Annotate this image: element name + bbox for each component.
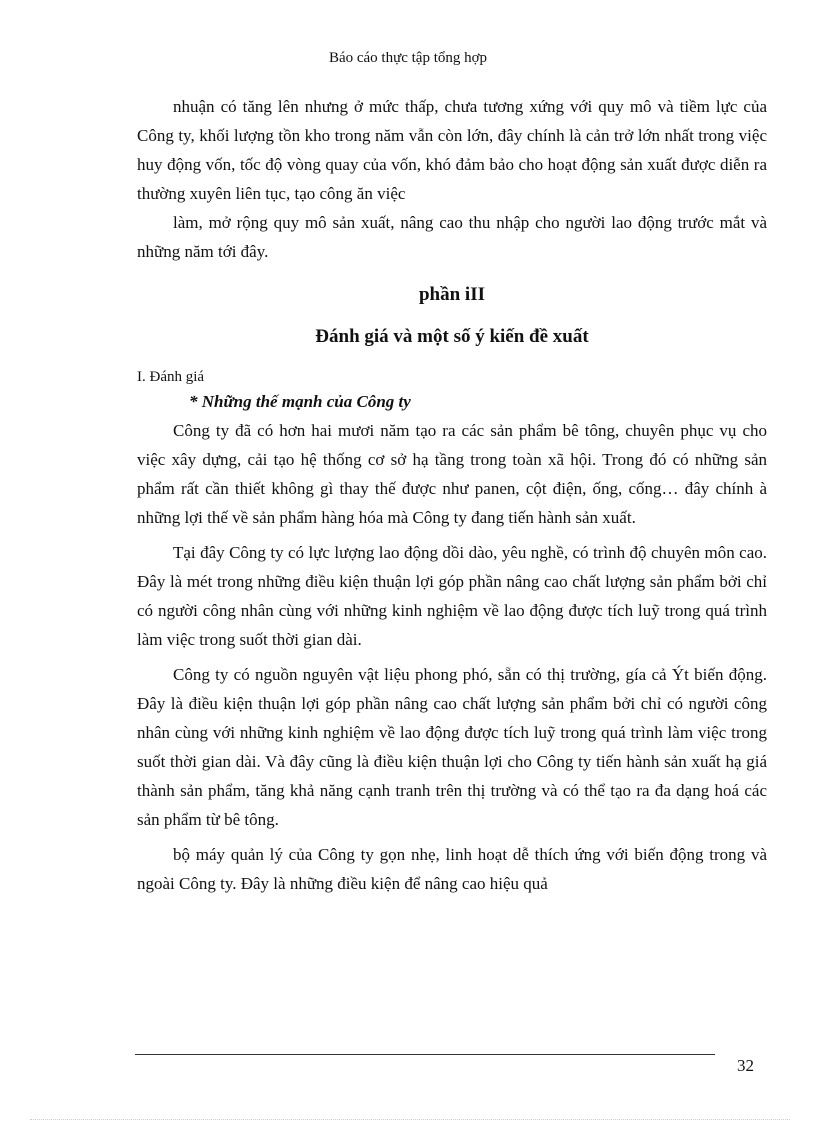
- paragraph: Công ty có nguồn nguyên vật liệu phong phó, sẵn có thị trường, gía cả Ýt biến động. Đây là điều kiện thuận lợi góp phần nâng cao chất lượng sản phẩm bởi chỉ có người công nhân cùng với những kinh nghiệm về lao động được tích luỹ trong quá trình làm việc trong suốt thời gian dài. Và đây cũng là điều kiện thuận lợi cho Công ty tiến hành sản xuất hạ giá thành sản phẩm, tăng khả năng cạnh tranh trên thị trường và có thể tạo ra đa dạng hoá các sản phẩm từ bê tông.: [137, 665, 767, 829]
- paragraph: làm, mở rộng quy mô sản xuất, nâng cao thu nhập cho người lao động trước mắt và những năm tới đây.: [137, 213, 767, 261]
- page-number: 32: [737, 1056, 754, 1075]
- paragraph: Tại đây Công ty có lực lượng lao động dồi dào, yêu nghề, có trình độ chuyên môn cao. Đây là mét trong những điều kiện thuận lợi góp phần nâng cao chất lượng sản phẩm bởi chỉ có người công nhân cùng với những kinh nghiệm về lao động được tích luỹ trong quá trình làm việc trong suốt thời gian dài.: [137, 543, 767, 649]
- footer-rule: [135, 1054, 715, 1055]
- subsection-heading: I. Đánh giá: [137, 369, 205, 385]
- section-title: Đánh giá và một số ý kiến đề xuất: [315, 326, 589, 347]
- paragraph: bộ máy quản lý của Công ty gọn nhẹ, linh hoạt dễ thích ứng với biến động trong và ngoài Công ty. Đây là những điều kiện để nâng cao hiệu quả: [137, 845, 767, 893]
- document-body: [137, 92, 767, 898]
- paragraph: nhuận có tăng lên nhưng ở mức thấp, chưa tương xứng với quy mô và tiềm lực của Công ty, khối lượng tồn kho trong năm vẫn còn lớn, đây chính là cản trở lớn nhất trong việc huy động vốn, tốc độ vòng quay của vốn, khó đảm bảo cho hoạt động sản xuất được diễn ra thường xuyên liên tục, tạo công ăn việc: [137, 97, 767, 203]
- running-header: Báo cáo thực tập tổng hợp: [328, 50, 488, 66]
- paragraph: Công ty đã có hơn hai mươi năm tạo ra các sản phẩm bê tông, chuyên phục vụ cho việc xây dựng, cải tạo hệ thống cơ sở hạ tầng trong toàn xã hội. Trong đó có những sản phẩm rất cần thiết không gì thay thế được như panen, cột điện, ống, cống… đây chính à những lợi thế về sản phẩm hàng hóa mà Công ty đang tiến hành sản xuất.: [137, 421, 767, 527]
- page-edge-divider: [30, 1119, 790, 1120]
- part-title: phần iII: [418, 284, 486, 305]
- strengths-heading: * Những thế mạnh của Công ty: [189, 392, 411, 411]
